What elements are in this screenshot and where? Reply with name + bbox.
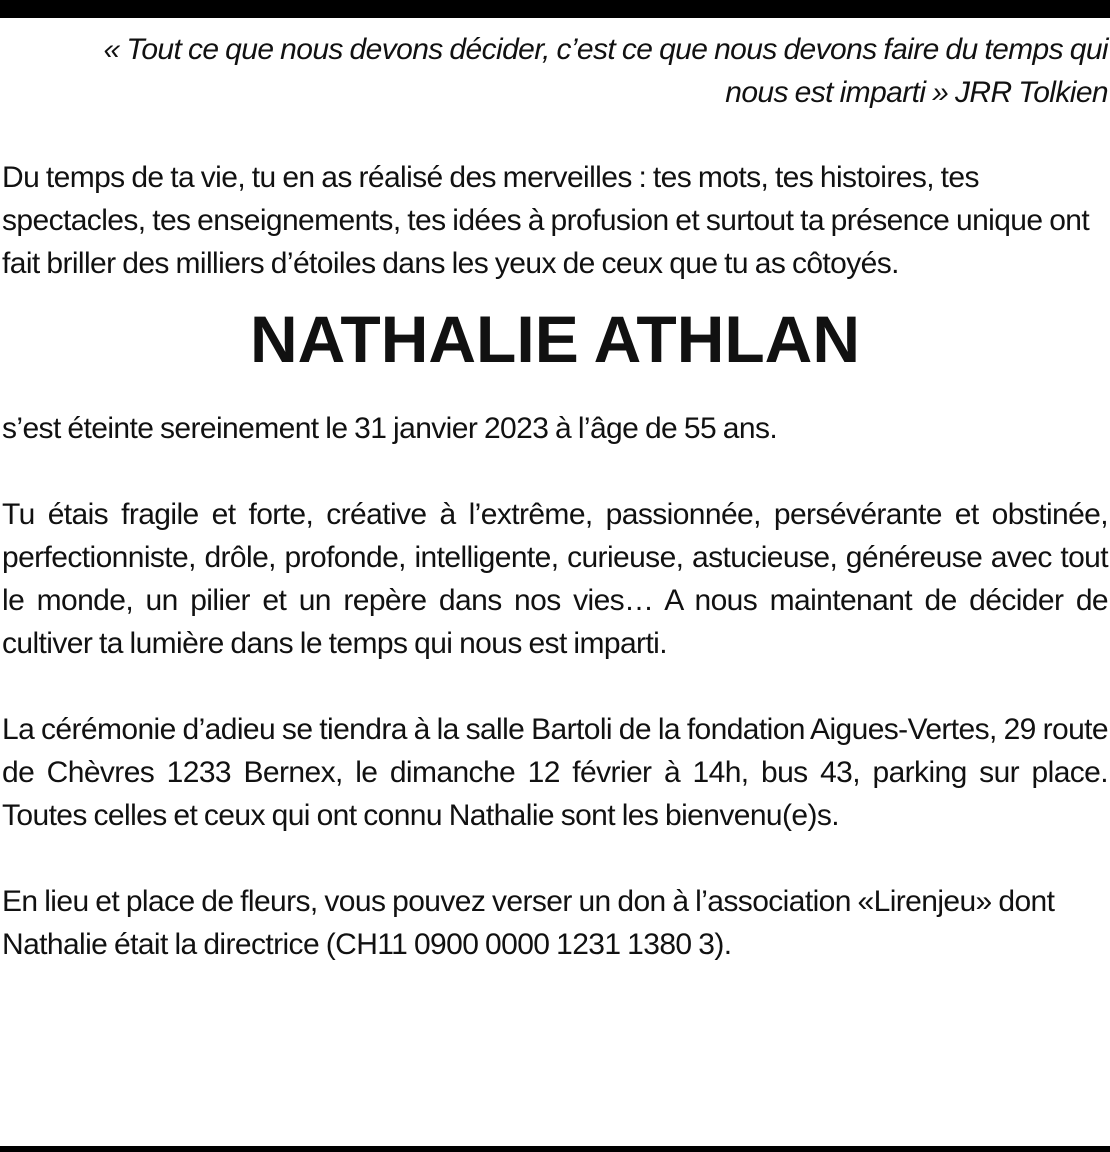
bottom-rule — [0, 1146, 1110, 1152]
deceased-name: NATHALIE ATHLAN — [249, 302, 860, 376]
obituary-notice — [2, 28, 1108, 966]
intro-paragraph: Du temps de ta vie, tu en as réalisé des merveilles : tes mots, tes histoires, tes spectacles, tes enseignements, tes idées à profusion et surtout ta présence unique ont fait briller des milliers d’étoiles dans les yeux de ceux que tu as côtoyés. — [2, 161, 1090, 280]
donation-paragraph: En lieu et place de fleurs, vous pouvez verser un don à l’association «Lirenjeu» dont Nathalie était la directrice (CH11 0900 0000 1231 1380 3). — [2, 885, 1055, 961]
quote-line-2: nous est imparti » JRR Tolkien — [725, 76, 1108, 109]
death-notice: s’est éteinte sereinement le 31 janvier 2023 à l’âge de 55 ans. — [2, 412, 778, 445]
epigraph-quote — [2, 28, 1108, 114]
ceremony-paragraph: La cérémonie d’adieu se tiendra à la salle Bartoli de la fondation Aigues-Vertes, 29 route de Chèvres 1233 Bernex, le dimanche 12 février à 14h, bus 43, parking sur place. Toutes celles et ceux qui ont connu Nathalie sont les bienvenu(e)s. — [2, 713, 1108, 832]
top-rule — [0, 0, 1110, 18]
tribute-paragraph: Tu étais fragile et forte, créative à l’extrême, passionnée, persévérante et obstinée, perfectionniste, drôle, profonde, intelligente, curieuse, astucieuse, généreuse avec tout le monde, un pilier et un repère dans nos vies… A nous maintenant de décider de cultiver ta lumière dans le temps qui nous est imparti. — [2, 498, 1108, 660]
quote-line-1: « Tout ce que nous devons décider, c’est ce que nous devons faire du temps qui — [103, 33, 1108, 66]
